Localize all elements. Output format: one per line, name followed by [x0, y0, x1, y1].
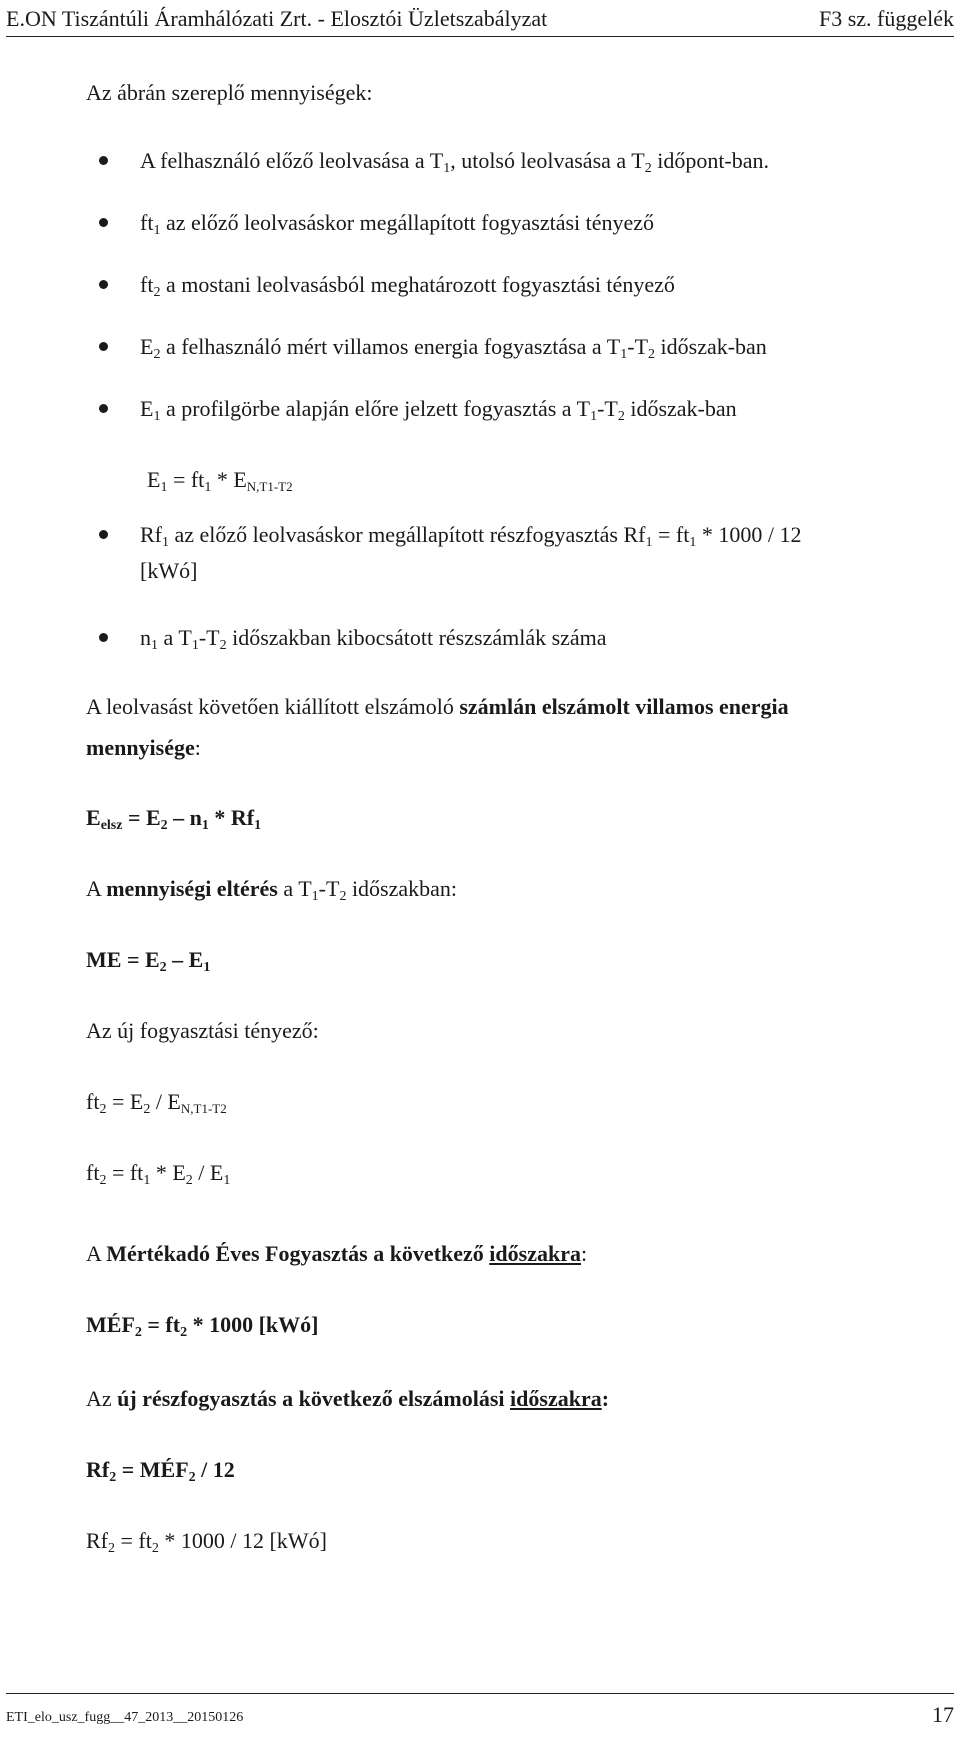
- list-item: $n_1$ a $T_1-T_2$ időszakban kibocsátott részszámlák száma: [140, 625, 607, 653]
- page-number: 17: [932, 1702, 954, 1727]
- bullet-icon: [99, 156, 108, 165]
- list-item: $E_2$ a felhasználó mért villamos energia fogyasztása a $T_1-T_2$ időszak-ban: [140, 334, 767, 362]
- bullet-icon: [99, 280, 108, 289]
- paragraph: A mennyiségi eltérés a $T_1-T_2$ időszakban:: [86, 876, 458, 904]
- formula-ft2-alt: $ft_2 = ft_1 * E_2 / E_1$: [86, 1160, 231, 1188]
- formula-e-elsz: $E_{elsz} = E_2 - n_1 * Rf_1$: [86, 805, 262, 833]
- intro-text: Az ábrán szereplő mennyiségek:: [86, 80, 373, 105]
- list-item: A felhasználó előző leolvasása a $T_1$, utolsó leolvasása a $T_2$ időpont-ban.: [140, 148, 770, 176]
- formula-rf2: $Rf_2$ = $MÉF_2 / 12$: [86, 1457, 235, 1485]
- paragraph-continuation: mennyisége:: [86, 735, 201, 760]
- formula-e1: $E_1 = ft_1 * E_{N,T1-T2}$: [147, 467, 293, 495]
- paragraph: Az új részfogyasztás a következő elszámolási időszakra:: [86, 1386, 610, 1411]
- list-item: $ft_1$ az előző leolvasáskor megállapított fogyasztási tényező: [140, 210, 655, 238]
- list-item: $ft_2$ a mostani leolvasásból meghatározott fogyasztási tényező: [140, 272, 675, 300]
- list-item: $Rf_1$ az előző leolvasáskor megállapított részfogyasztás $Rf_1 = ft_1 * 1000 / 12$: [140, 522, 802, 550]
- formula-me: ME = $E_2 - E_1$: [86, 947, 211, 975]
- list-item: $E_1$ a profilgörbe alapján előre jelzett fogyasztás a $T_1-T_2$ időszak-ban: [140, 396, 737, 424]
- page-footer: [6, 1693, 954, 1738]
- header-title: E.ON Tiszántúli Áramhálózati Zrt. - Elosztói Üzletszabályzat: [6, 6, 548, 31]
- bullet-icon: [99, 633, 108, 642]
- document-id: ETI_elo_usz_fugg__47_2013__20150126: [6, 1710, 244, 1725]
- list-item-continuation: [kWó]: [140, 558, 198, 583]
- formula-rf2-alt: $Rf_2 = ft_2 * 1000 / 12$ [kWó]: [86, 1528, 327, 1556]
- paragraph: A Mértékadó Éves Fogyasztás a következő időszakra:: [86, 1241, 588, 1266]
- page-header: [6, 4, 954, 37]
- bullet-icon: [99, 342, 108, 351]
- paragraph: Az új fogyasztási tényező:: [86, 1018, 319, 1043]
- bullet-icon: [99, 530, 108, 539]
- bullet-icon: [99, 218, 108, 227]
- bullet-icon: [99, 404, 108, 413]
- header-appendix: F3 sz. függelék: [818, 6, 954, 31]
- formula-mef: $MÉF_2 = ft_2 * 1000$ [kWó]: [86, 1312, 319, 1340]
- formula-ft2: $ft_2 = E_2 / E_{N,T1-T2}$: [86, 1089, 227, 1117]
- paragraph: A leolvasást követően kiállított elszámoló számlán elszámolt villamos energia: [86, 694, 789, 719]
